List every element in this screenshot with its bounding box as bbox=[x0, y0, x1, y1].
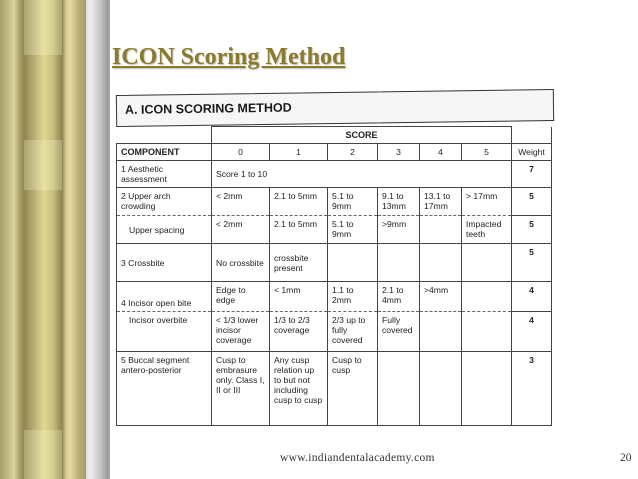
column-header-score-3: 3 bbox=[378, 144, 420, 161]
score-cell-2: 5.1 to 9mm bbox=[328, 216, 378, 244]
score-cell-5: Impacted teeth bbox=[462, 216, 512, 244]
score-header: SCORE bbox=[212, 127, 512, 144]
component-cell: 1 Aesthetic assessment bbox=[117, 161, 212, 188]
score-cell-3: 2.1 to 4mm bbox=[378, 282, 420, 312]
score-cell-0: No crossbite bbox=[212, 244, 270, 282]
table-row bbox=[117, 244, 552, 282]
decorative-band-segment bbox=[24, 0, 62, 55]
column-header-score-2: 2 bbox=[328, 144, 378, 161]
column-header-weight: Weight bbox=[512, 144, 552, 161]
score-cell-0: < 2mm bbox=[212, 216, 270, 244]
weight-cell: 5 bbox=[512, 216, 552, 244]
weight-cell: 4 bbox=[512, 282, 552, 312]
table-row bbox=[117, 282, 552, 312]
icon-scoring-table bbox=[116, 126, 552, 426]
column-header-score-5: 5 bbox=[462, 144, 512, 161]
component-cell: 4 Incisor open bite bbox=[117, 282, 212, 312]
score-cell-2: 5.1 to 9mm bbox=[328, 188, 378, 216]
score-cell-5 bbox=[462, 312, 512, 352]
column-header-component: COMPONENT bbox=[117, 144, 212, 161]
score-cell-3: Fully covered bbox=[378, 312, 420, 352]
table-row bbox=[117, 216, 552, 244]
score-cell-2 bbox=[328, 244, 378, 282]
scanned-table-image bbox=[114, 88, 558, 456]
score-cell-4 bbox=[420, 352, 462, 426]
score-cell-3: 9.1 to 13mm bbox=[378, 188, 420, 216]
slide-title: ICON Scoring Method bbox=[112, 44, 346, 70]
table-heading-box bbox=[116, 89, 554, 127]
score-cell-1: < 1mm bbox=[270, 282, 328, 312]
table-row bbox=[117, 161, 552, 188]
weight-cell: 4 bbox=[512, 312, 552, 352]
score-cell-1: Any cusp relation up to but not including cusp to cusp bbox=[270, 352, 328, 426]
weight-cell: 3 bbox=[512, 352, 552, 426]
score-cell-4 bbox=[420, 244, 462, 282]
column-header-score-4: 4 bbox=[420, 144, 462, 161]
column-header-score-1: 1 bbox=[270, 144, 328, 161]
score-header-row bbox=[117, 127, 552, 144]
score-cell-4 bbox=[420, 216, 462, 244]
component-cell: 5 Buccal segment antero-posterior bbox=[117, 352, 212, 426]
table-row bbox=[117, 312, 552, 352]
decorative-side-band bbox=[0, 0, 86, 479]
score-cell-3: >9mm bbox=[378, 216, 420, 244]
weight-cell: 5 bbox=[512, 188, 552, 216]
score-cell-1: crossbite present bbox=[270, 244, 328, 282]
weight-cell: 7 bbox=[512, 161, 552, 188]
component-cell: Incisor overbite bbox=[117, 312, 212, 352]
side-band-shadow bbox=[86, 0, 110, 479]
table-row bbox=[117, 352, 552, 426]
weight-cell: 5 bbox=[512, 244, 552, 282]
score-cell-1: 2.1 to 5mm bbox=[270, 188, 328, 216]
score-cell-0: < 2mm bbox=[212, 188, 270, 216]
column-header-score-0: 0 bbox=[212, 144, 270, 161]
score-cell-0: < 1/3 lower incisor coverage bbox=[212, 312, 270, 352]
score-cell-2: 1.1 to 2mm bbox=[328, 282, 378, 312]
score-cell-1: 1/3 to 2/3 coverage bbox=[270, 312, 328, 352]
score-cell-0: Cusp to embrasure only. Class I, II or III bbox=[212, 352, 270, 426]
table-row bbox=[117, 188, 552, 216]
empty-cell bbox=[117, 127, 212, 144]
score-cell-3 bbox=[378, 244, 420, 282]
score-cell-1: 2.1 to 5mm bbox=[270, 216, 328, 244]
score-cell-2: 2/3 up to fully covered bbox=[328, 312, 378, 352]
component-cell: Upper spacing bbox=[117, 216, 212, 244]
footer-url: www.indiandentalacademy.com bbox=[280, 452, 435, 464]
empty-cell bbox=[512, 127, 552, 144]
score-cell-5 bbox=[462, 282, 512, 312]
score-cell-4: >4mm bbox=[420, 282, 462, 312]
score-cell-5: > 17mm bbox=[462, 188, 512, 216]
component-cell: 3 Crossbite bbox=[117, 244, 212, 282]
decorative-band-segment bbox=[24, 430, 62, 479]
column-header-row bbox=[117, 144, 552, 161]
score-cell-4 bbox=[420, 312, 462, 352]
score-cell-4: 13.1 to 17mm bbox=[420, 188, 462, 216]
score-cell-2: Cusp to cusp bbox=[328, 352, 378, 426]
score-cell-5 bbox=[462, 244, 512, 282]
score-cell-0: Edge to edge bbox=[212, 282, 270, 312]
table-heading: A. ICON SCORING METHOD bbox=[124, 100, 292, 117]
page-number: 20 bbox=[620, 452, 632, 464]
score-cell-3 bbox=[378, 352, 420, 426]
score-merged-cell: Score 1 to 10 bbox=[212, 161, 512, 188]
score-cell-5 bbox=[462, 352, 512, 426]
component-cell: 2 Upper arch crowding bbox=[117, 188, 212, 216]
decorative-band-segment bbox=[24, 140, 62, 190]
